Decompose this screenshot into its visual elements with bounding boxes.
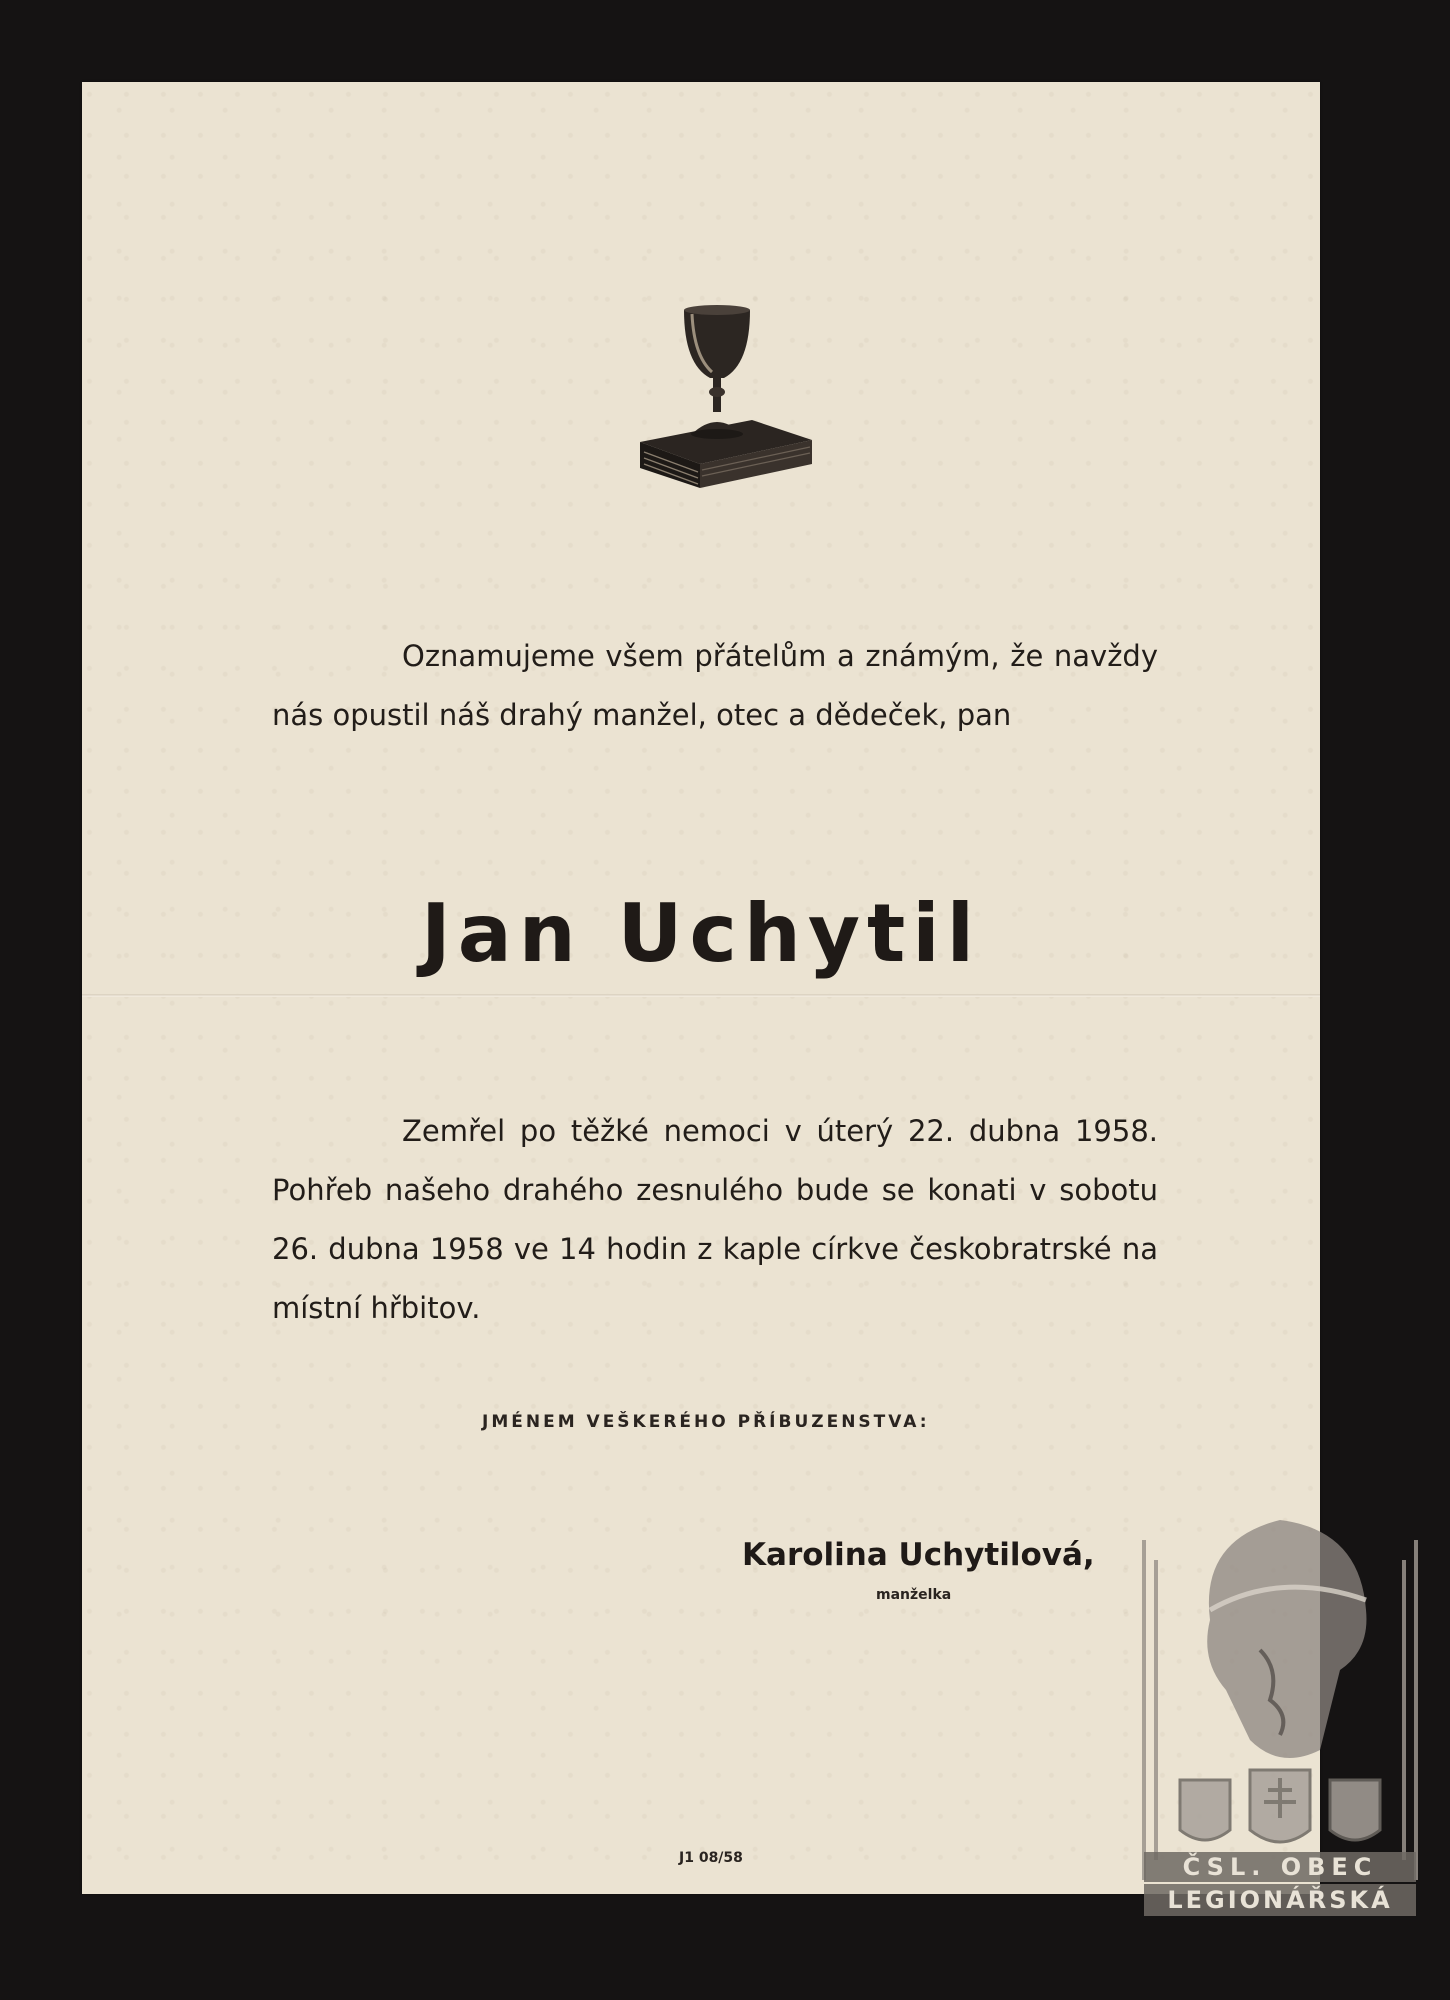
signer-relation: manželka	[876, 1587, 952, 1603]
announcement-text: Oznamujeme všem přátelům a známým, že navždy nás opustil náš drahý manžel, otec a dědeček, pan	[272, 639, 1158, 732]
signer-name: Karolina Uchytilová,	[742, 1537, 1095, 1573]
on-behalf-heading: JMÉNEM VEŠKERÉHO PŘÍBUZENSTVA:	[482, 1412, 930, 1432]
fold-line	[82, 994, 1320, 997]
death-details-text: Zemřel po těžké nemoci v úterý 22. dubna 1958. Pohřeb našeho drahého zesnulého bude se konati v sobotu 26. dubna 1958 ve 14 hodin z kaple církve českobratrské na místní hřbitov.	[272, 1114, 1158, 1325]
stamp-bottom-text: LEGIONÁŘSKÁ	[1167, 1886, 1393, 1914]
legionnaire-seal-icon	[1130, 1500, 1430, 1920]
stamp-top-text: ČSL. OBEC	[1182, 1853, 1378, 1881]
chalice-on-book-icon	[612, 292, 832, 512]
print-code: J1 08/58	[679, 1850, 743, 1866]
deceased-name: Jan Uchytil	[420, 887, 982, 980]
